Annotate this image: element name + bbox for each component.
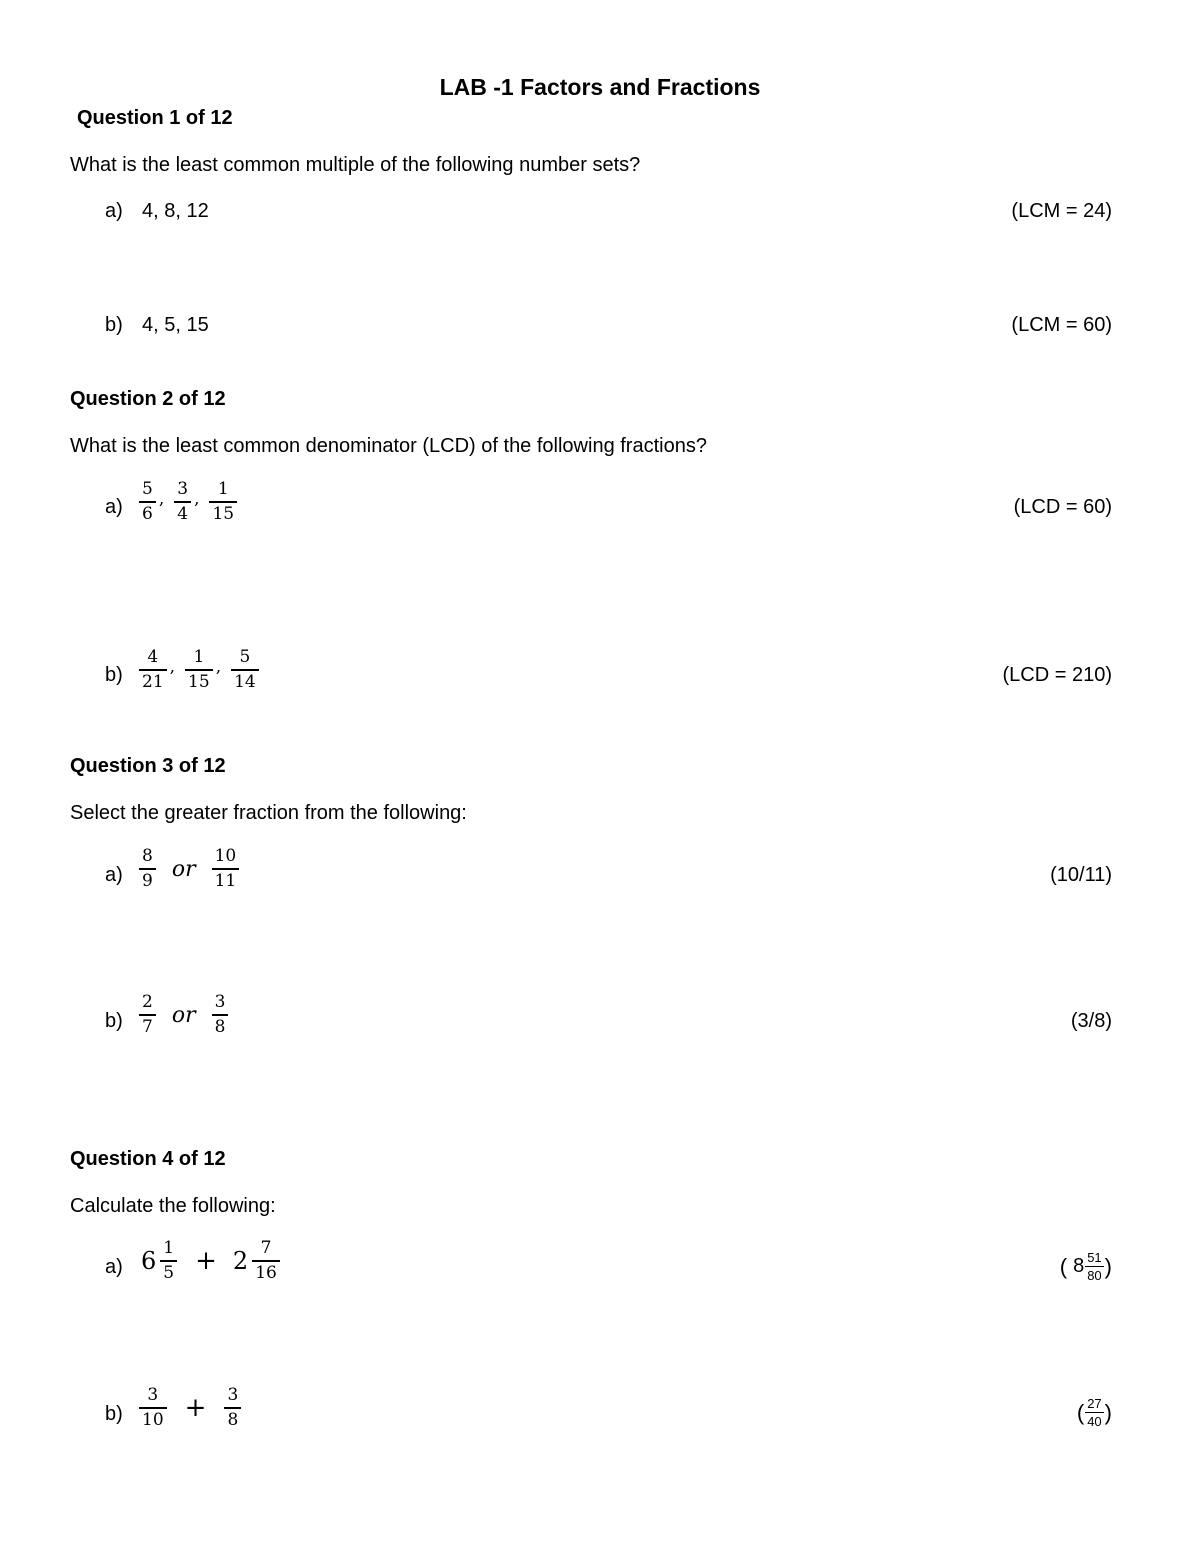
fraction	[209, 481, 237, 523]
question-4a-label: a)	[105, 1256, 123, 1278]
answer-fraction	[1085, 1251, 1103, 1282]
open-paren: (	[1059, 1253, 1068, 1279]
comma-separator: ,	[215, 657, 222, 677]
denominator: 80	[1087, 1268, 1102, 1283]
fraction	[231, 649, 259, 691]
fraction	[174, 481, 191, 523]
fraction	[139, 481, 156, 523]
fraction	[224, 1387, 241, 1429]
answer-fraction	[1085, 1397, 1103, 1428]
question-2a-answer: (LCD = 60)	[1013, 496, 1112, 518]
fraction	[212, 994, 229, 1036]
denominator: 5	[160, 1260, 177, 1282]
numerator: 7	[260, 1238, 272, 1258]
fraction	[212, 848, 240, 890]
numerator: 1	[217, 479, 229, 499]
fraction	[160, 1240, 177, 1282]
question-2b-expression	[137, 649, 261, 691]
whole-number: 2	[232, 1247, 249, 1275]
denominator: 14	[231, 669, 259, 691]
denominator: 9	[139, 868, 156, 890]
comma-separator: ,	[194, 489, 200, 509]
page-title: LAB -1 Factors and Fractions	[439, 74, 761, 100]
question-3a-label: a)	[105, 864, 123, 886]
denominator: 15	[209, 501, 237, 523]
question-4b-expression	[137, 1387, 243, 1429]
denominator: 8	[224, 1407, 241, 1429]
fraction	[185, 649, 213, 691]
answer-whole-number: 8	[1073, 1255, 1085, 1277]
numerator: 3	[227, 1385, 239, 1405]
comma-separator: ,	[169, 657, 176, 677]
fraction	[139, 848, 156, 890]
or-word: or	[171, 1002, 196, 1028]
question-1-heading: Question 1 of 12	[77, 107, 233, 129]
denominator: 8	[212, 1014, 229, 1036]
numerator: 51	[1087, 1250, 1102, 1265]
numerator: 3	[177, 479, 189, 499]
denominator: 21	[139, 669, 167, 691]
question-4b-label: b)	[105, 1403, 123, 1425]
denominator: 11	[212, 868, 240, 890]
question-1a-label: a)	[105, 200, 123, 222]
denominator: 40	[1087, 1414, 1102, 1429]
question-4-prompt: Calculate the following:	[70, 1195, 276, 1217]
numerator: 1	[163, 1238, 175, 1258]
question-2b-label: b)	[105, 664, 123, 686]
question-1a-numbers: 4, 8, 12	[142, 200, 209, 222]
numerator: 10	[214, 846, 237, 866]
numerator: 27	[1087, 1396, 1102, 1411]
fraction	[139, 994, 156, 1036]
question-4-heading: Question 4 of 12	[70, 1148, 226, 1170]
question-1-prompt: What is the least common multiple of the following number sets?	[70, 154, 641, 176]
fraction	[139, 649, 167, 691]
denominator: 16	[252, 1260, 280, 1282]
plus-operator: +	[184, 1393, 207, 1423]
question-1b-answer: (LCM = 60)	[1011, 314, 1112, 336]
plus-operator: +	[195, 1246, 217, 1276]
question-2a-label: a)	[105, 496, 123, 518]
numerator: 1	[193, 647, 205, 667]
question-2a-expression	[137, 481, 239, 523]
question-2-prompt: What is the least common denominator (LCD) of the following fractions?	[70, 435, 707, 457]
question-4a-expression	[141, 1240, 282, 1282]
question-4a-answer	[1060, 1251, 1112, 1282]
denominator: 4	[174, 501, 191, 523]
close-paren: )	[1104, 1399, 1112, 1425]
numerator: 3	[147, 1385, 159, 1405]
close-paren: )	[1104, 1253, 1112, 1279]
question-3b-answer: (3/8)	[1070, 1010, 1112, 1032]
question-4b-answer	[1077, 1397, 1112, 1428]
question-1b-label: b)	[105, 314, 123, 336]
denominator: 6	[139, 501, 156, 523]
numerator: 2	[142, 992, 153, 1012]
question-1b-numbers: 4, 5, 15	[142, 314, 209, 336]
fraction	[252, 1240, 280, 1282]
question-3-heading: Question 3 of 12	[70, 755, 226, 777]
question-3a-answer: (10/11)	[1050, 864, 1112, 886]
or-word: or	[171, 856, 196, 882]
question-3b-label: b)	[105, 1010, 123, 1032]
numerator: 5	[239, 647, 251, 667]
open-paren: (	[1076, 1399, 1085, 1425]
comma-separator: ,	[158, 489, 165, 509]
numerator: 4	[147, 647, 159, 667]
numerator: 8	[142, 846, 153, 866]
denominator: 15	[185, 669, 213, 691]
question-1a-answer: (LCM = 24)	[1011, 200, 1112, 222]
numerator: 5	[142, 479, 153, 499]
question-3a-expression	[137, 848, 241, 890]
fraction	[139, 1387, 167, 1429]
question-3b-expression	[137, 994, 230, 1036]
denominator: 7	[139, 1014, 156, 1036]
question-2b-answer: (LCD = 210)	[1002, 664, 1112, 686]
question-2-heading: Question 2 of 12	[70, 388, 226, 410]
question-3-prompt: Select the greater fraction from the following:	[70, 802, 467, 824]
denominator: 10	[139, 1407, 167, 1429]
numerator: 3	[214, 992, 226, 1012]
whole-number: 6	[141, 1247, 157, 1275]
